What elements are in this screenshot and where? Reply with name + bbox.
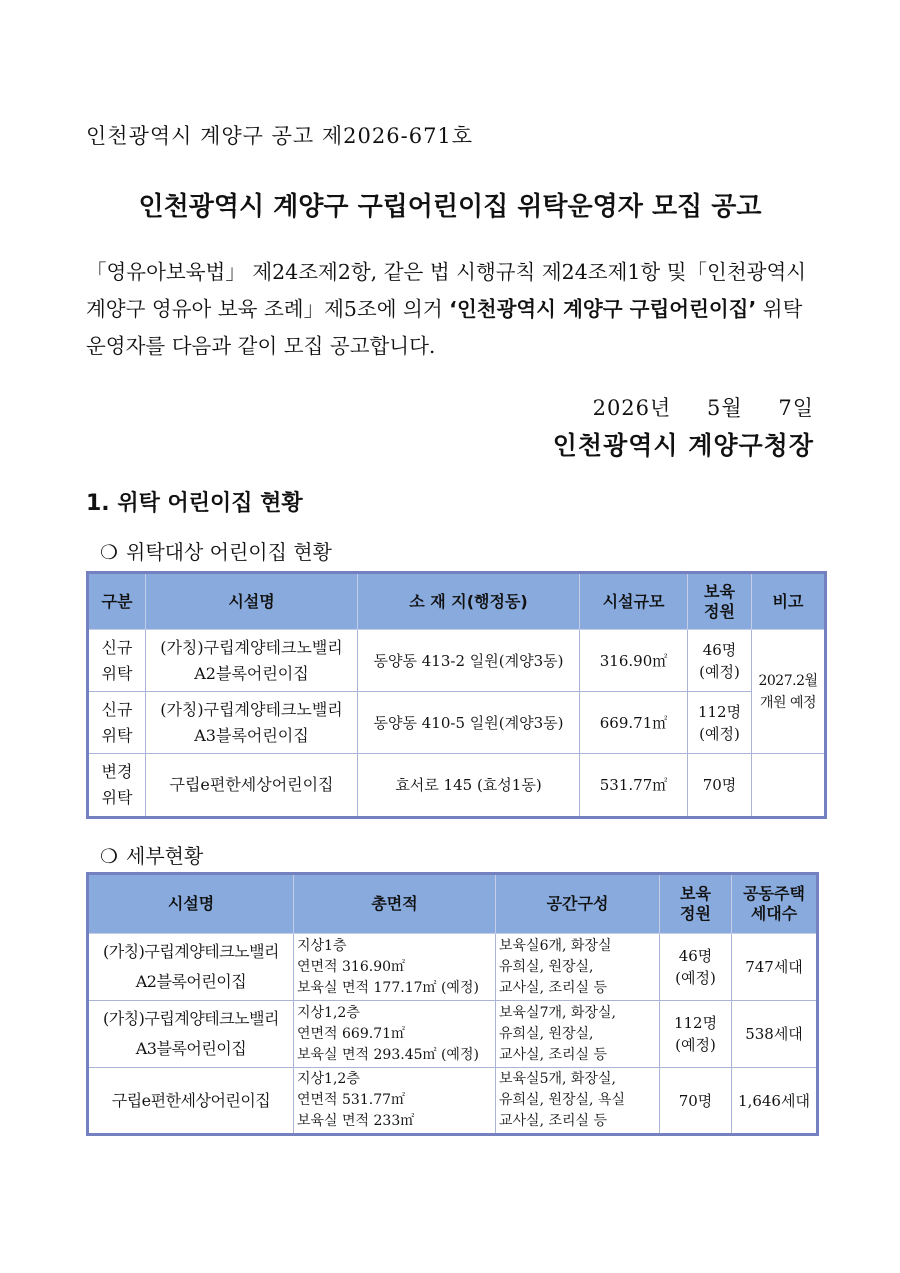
subsection-label-1: 위탁대상 어린이집 현황 bbox=[126, 540, 332, 564]
cell-location: 동양동 410-5 일원(계양3동) bbox=[358, 692, 580, 754]
cell-name: 구립e편한세상어린이집 bbox=[88, 1068, 294, 1135]
header-cell: 시설규모 bbox=[580, 573, 688, 630]
header-cell: 시설명 bbox=[88, 874, 294, 934]
issuer: 인천광역시 계양구청장 bbox=[552, 431, 814, 460]
table-row bbox=[88, 692, 826, 754]
header-cell: 소 재 지(행정동) bbox=[358, 573, 580, 630]
header-cell: 보육 정원 bbox=[660, 874, 732, 934]
table-header-row bbox=[88, 573, 826, 630]
cell-space: 보육실7개, 화장실, 유희실, 원장실, 교사실, 조리실 등 bbox=[496, 1001, 660, 1068]
cell-capacity: 46명 (예정) bbox=[688, 630, 752, 692]
header-cell: 시설명 bbox=[146, 573, 358, 630]
subsection-title-2 bbox=[100, 840, 203, 869]
table-header-row bbox=[88, 874, 818, 934]
cell-households: 1,646세대 bbox=[732, 1068, 818, 1135]
cell-size: 316.90㎡ bbox=[580, 630, 688, 692]
cell-area: 지상1,2층 연면적 531.77㎡ 보육실 면적 233㎡ bbox=[294, 1068, 496, 1135]
intro-text-2: 위탁운영자를 다음과 같이 모집 공고합니다. bbox=[86, 297, 803, 358]
cell-remark-empty bbox=[752, 754, 826, 818]
table-row bbox=[88, 630, 826, 692]
cell-name: (가칭)구립계양테크노밸리 A3블록어린이집 bbox=[146, 692, 358, 754]
header-cell: 비고 bbox=[752, 573, 826, 630]
circle-bullet-icon: ❍ bbox=[100, 540, 118, 564]
notice-date bbox=[565, 392, 814, 422]
cell-capacity: 112명 (예정) bbox=[688, 692, 752, 754]
subsection-title-1 bbox=[100, 536, 332, 565]
header-cell: 공간구성 bbox=[496, 874, 660, 934]
cell-name: (가칭)구립계양테크노밸리 A2블록어린이집 bbox=[88, 934, 294, 1001]
header-cell: 총면적 bbox=[294, 874, 496, 934]
intro-bold-text: ‘인천광역시 계양구 구립어린이집’ bbox=[449, 297, 757, 321]
cell-size: 531.77㎡ bbox=[580, 754, 688, 818]
cell-name: 구립e편한세상어린이집 bbox=[146, 754, 358, 818]
header-cell: 보육 정원 bbox=[688, 573, 752, 630]
cell-area: 지상1,2층 연면적 669.71㎡ 보육실 면적 293.45㎡ (예정) bbox=[294, 1001, 496, 1068]
circle-bullet-icon: ❍ bbox=[100, 844, 118, 868]
table-row bbox=[88, 1001, 818, 1068]
document-title: 인천광역시 계양구 구립어린이집 위탁운영자 모집 공고 bbox=[138, 192, 762, 222]
notice-number: 인천광역시 계양구 공고 제2026-671호 bbox=[86, 124, 474, 148]
cell-type: 신규 위탁 bbox=[88, 692, 146, 754]
cell-size: 669.71㎡ bbox=[580, 692, 688, 754]
table-row bbox=[88, 1068, 818, 1135]
cell-type: 변경 위탁 bbox=[88, 754, 146, 818]
cell-capacity: 46명 (예정) bbox=[660, 934, 732, 1001]
section-title: 1. 위탁 어린이집 현황 bbox=[86, 491, 303, 516]
header-cell: 구분 bbox=[88, 573, 146, 630]
cell-capacity: 70명 bbox=[688, 754, 752, 818]
date-day: 7일 bbox=[778, 396, 814, 420]
cell-space: 보육실6개, 화장실 유희실, 원장실, 교사실, 조리실 등 bbox=[496, 934, 660, 1001]
cell-name: (가칭)구립계양테크노밸리 A2블록어린이집 bbox=[146, 630, 358, 692]
facility-status-table bbox=[86, 571, 827, 819]
cell-households: 747세대 bbox=[732, 934, 818, 1001]
cell-space: 보육실5개, 화장실, 유희실, 원장실, 욕실 교사실, 조리실 등 bbox=[496, 1068, 660, 1135]
intro-paragraph bbox=[86, 254, 816, 365]
subsection-label-2: 세부현황 bbox=[126, 844, 204, 868]
date-month: 5월 bbox=[707, 396, 743, 420]
cell-name: (가칭)구립계양테크노밸리 A3블록어린이집 bbox=[88, 1001, 294, 1068]
cell-type: 신규 위탁 bbox=[88, 630, 146, 692]
intro-text-1: 「영유아보육법」 제24조제2항, 같은 법 시행규칙 제24조제1항 및「인천광역시 계양구 영유아 보육 조례」제5조에 의거 bbox=[86, 260, 807, 321]
cell-location: 효서로 145 (효성1동) bbox=[358, 754, 580, 818]
table-row bbox=[88, 754, 826, 818]
cell-location: 동양동 413-2 일원(계양3동) bbox=[358, 630, 580, 692]
cell-area: 지상1층 연면적 316.90㎡ 보육실 면적 177.17㎡ (예정) bbox=[294, 934, 496, 1001]
cell-capacity: 70명 bbox=[660, 1068, 732, 1135]
cell-capacity: 112명 (예정) bbox=[660, 1001, 732, 1068]
cell-remark: 2027.2월 개원 예정 bbox=[752, 630, 826, 754]
table-row bbox=[88, 934, 818, 1001]
date-year: 2026년 bbox=[592, 396, 672, 420]
header-cell: 공동주택 세대수 bbox=[732, 874, 818, 934]
facility-detail-table bbox=[86, 872, 819, 1136]
cell-households: 538세대 bbox=[732, 1001, 818, 1068]
